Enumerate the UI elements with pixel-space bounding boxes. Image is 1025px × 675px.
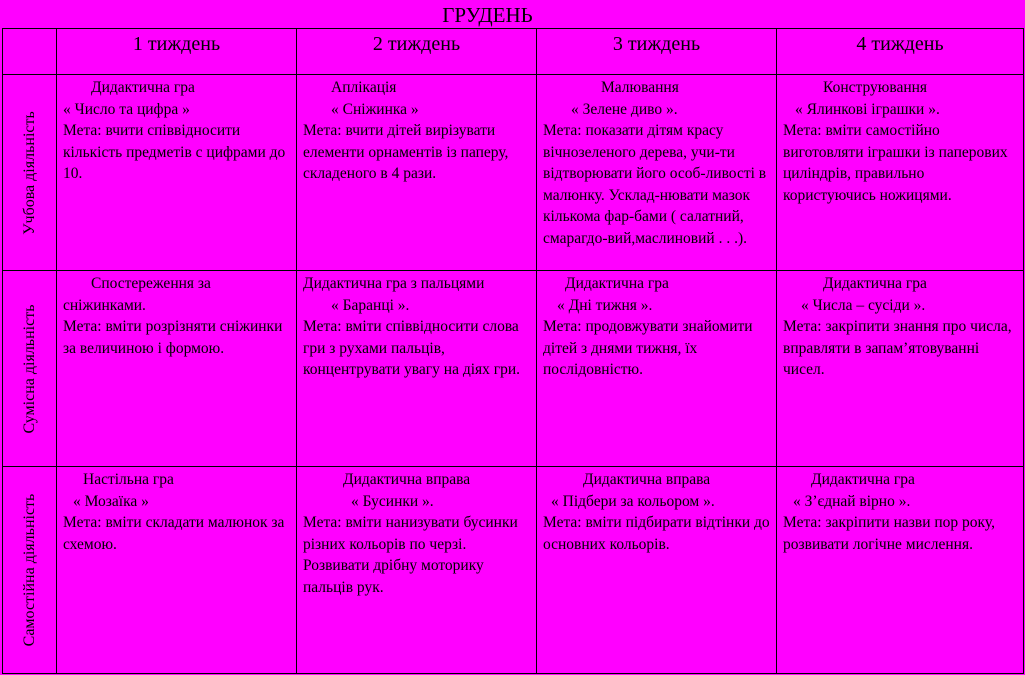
- activity-type: Малювання: [601, 79, 679, 96]
- activity-type: Конструювання: [823, 79, 928, 96]
- activity-type: Дидактична гра: [823, 275, 927, 292]
- activity-cell: [57, 271, 297, 467]
- activity-cell: [297, 467, 537, 674]
- activity-goal: Мета: закріпити назви пор року, розвивати логічне мислення.: [783, 514, 995, 553]
- activity-goal: Мета: вчити співвідносити кількість предметів с цифрами до 10.: [63, 122, 286, 182]
- activity-type: Дидактична гра з пальцями: [303, 275, 485, 292]
- activity-type: Спостереження за: [91, 275, 211, 292]
- week-header: 2 тиждень: [297, 29, 537, 75]
- table-row: [3, 75, 1024, 271]
- activity-type: Дидактична гра: [811, 471, 915, 488]
- activity-cell: [777, 467, 1024, 674]
- week-header: 1 тиждень: [57, 29, 297, 75]
- activity-cell: [537, 75, 777, 271]
- activity-name: « Число та цифра »: [63, 100, 190, 118]
- activity-cell: [777, 271, 1024, 467]
- activity-goal: Мета: вміти розрізняти сніжинки за величиною і формою.: [63, 318, 283, 357]
- activity-cell: [297, 75, 537, 271]
- activity-type: Дидактична вправа: [343, 471, 471, 488]
- header-row: [3, 29, 1024, 75]
- row-label: Учбова діяльність: [20, 110, 38, 235]
- activity-cell: [57, 75, 297, 271]
- activity-name: « Мозаїка »: [73, 492, 149, 510]
- activity-name: сніжинками.: [63, 296, 146, 314]
- activity-name: « Бусинки ».: [351, 492, 434, 510]
- activity-type: Аплікація: [331, 79, 397, 96]
- row-label-cell: [3, 467, 57, 674]
- table-row: [3, 467, 1024, 674]
- row-label: Сумісна діяльність: [20, 303, 38, 434]
- activity-goal: Мета: вміти співвідносити слова гри з рухами пальців, концентрувати увагу на діях гри.: [303, 318, 521, 378]
- plan-table: [2, 28, 1024, 674]
- activity-goal: Мета: вчити дітей вирізувати елементи орнаментів із паперу, складеного в 4 рази.: [303, 122, 509, 182]
- row-label: Самостійна діяльність: [20, 493, 38, 647]
- page-title: ГРУДЕНЬ: [442, 3, 533, 27]
- row-label-cell: [3, 271, 57, 467]
- activity-type: Настільна гра: [83, 471, 174, 488]
- activity-cell: [537, 467, 777, 674]
- activity-cell: [537, 271, 777, 467]
- corner-cell: [3, 29, 57, 75]
- activity-cell: [57, 467, 297, 674]
- activity-goal: Мета: вміти самостійно виготовляти іграшки із паперових циліндрів, правильно користуючись ножицями.: [783, 122, 1008, 204]
- week-header: 3 тиждень: [537, 29, 777, 75]
- activity-goal: Мета: вміти підбирати відтінки до основних кольорів.: [543, 514, 770, 553]
- activity-name: « Числа – сусіди ».: [801, 296, 926, 314]
- table-row: [3, 271, 1024, 467]
- activity-goal: Мета: вміти нанизувати бусинки різних кольорів по черзі. Розвивати дрібну моторику пальців рук.: [303, 514, 518, 596]
- activity-cell: [297, 271, 537, 467]
- row-label-cell: [3, 75, 57, 271]
- activity-name: « З’єднай вірно ».: [793, 492, 911, 510]
- activity-name: « Баранці ».: [331, 296, 410, 314]
- week-header: 4 тиждень: [777, 29, 1024, 75]
- activity-cell: [777, 75, 1024, 271]
- activity-name: « Зелене диво ».: [571, 100, 678, 118]
- activity-goal: Мета: показати дітям красу вічнозеленого дерева, учи-ти відтворювати його особ-ливості в малюнку. Усклад-нювати мазок кількома фар-бами ( салатний, смарагдо-вий,маслиновий . . .).: [543, 122, 767, 247]
- activity-goal: Мета: вміти складати малюнок за схемою.: [63, 514, 285, 553]
- activity-type: Дидактична вправа: [583, 471, 711, 488]
- activity-name: « Ялинкові іграшки ».: [795, 100, 940, 118]
- activity-goal: Мета: продовжувати знайомити дітей з днями тижня, їх послідовністю.: [543, 318, 753, 378]
- activity-type: Дидактична гра: [91, 79, 195, 96]
- activity-name: « Підбери за кольором ».: [551, 492, 715, 510]
- activity-name: « Дні тижня ».: [557, 296, 653, 314]
- activity-goal: Мета: закріпити знання про числа, вправляти в запам’ятовуванні чисел.: [783, 318, 1012, 378]
- activity-type: Дидактична гра: [565, 275, 669, 292]
- activity-name: « Сніжинка »: [331, 100, 419, 118]
